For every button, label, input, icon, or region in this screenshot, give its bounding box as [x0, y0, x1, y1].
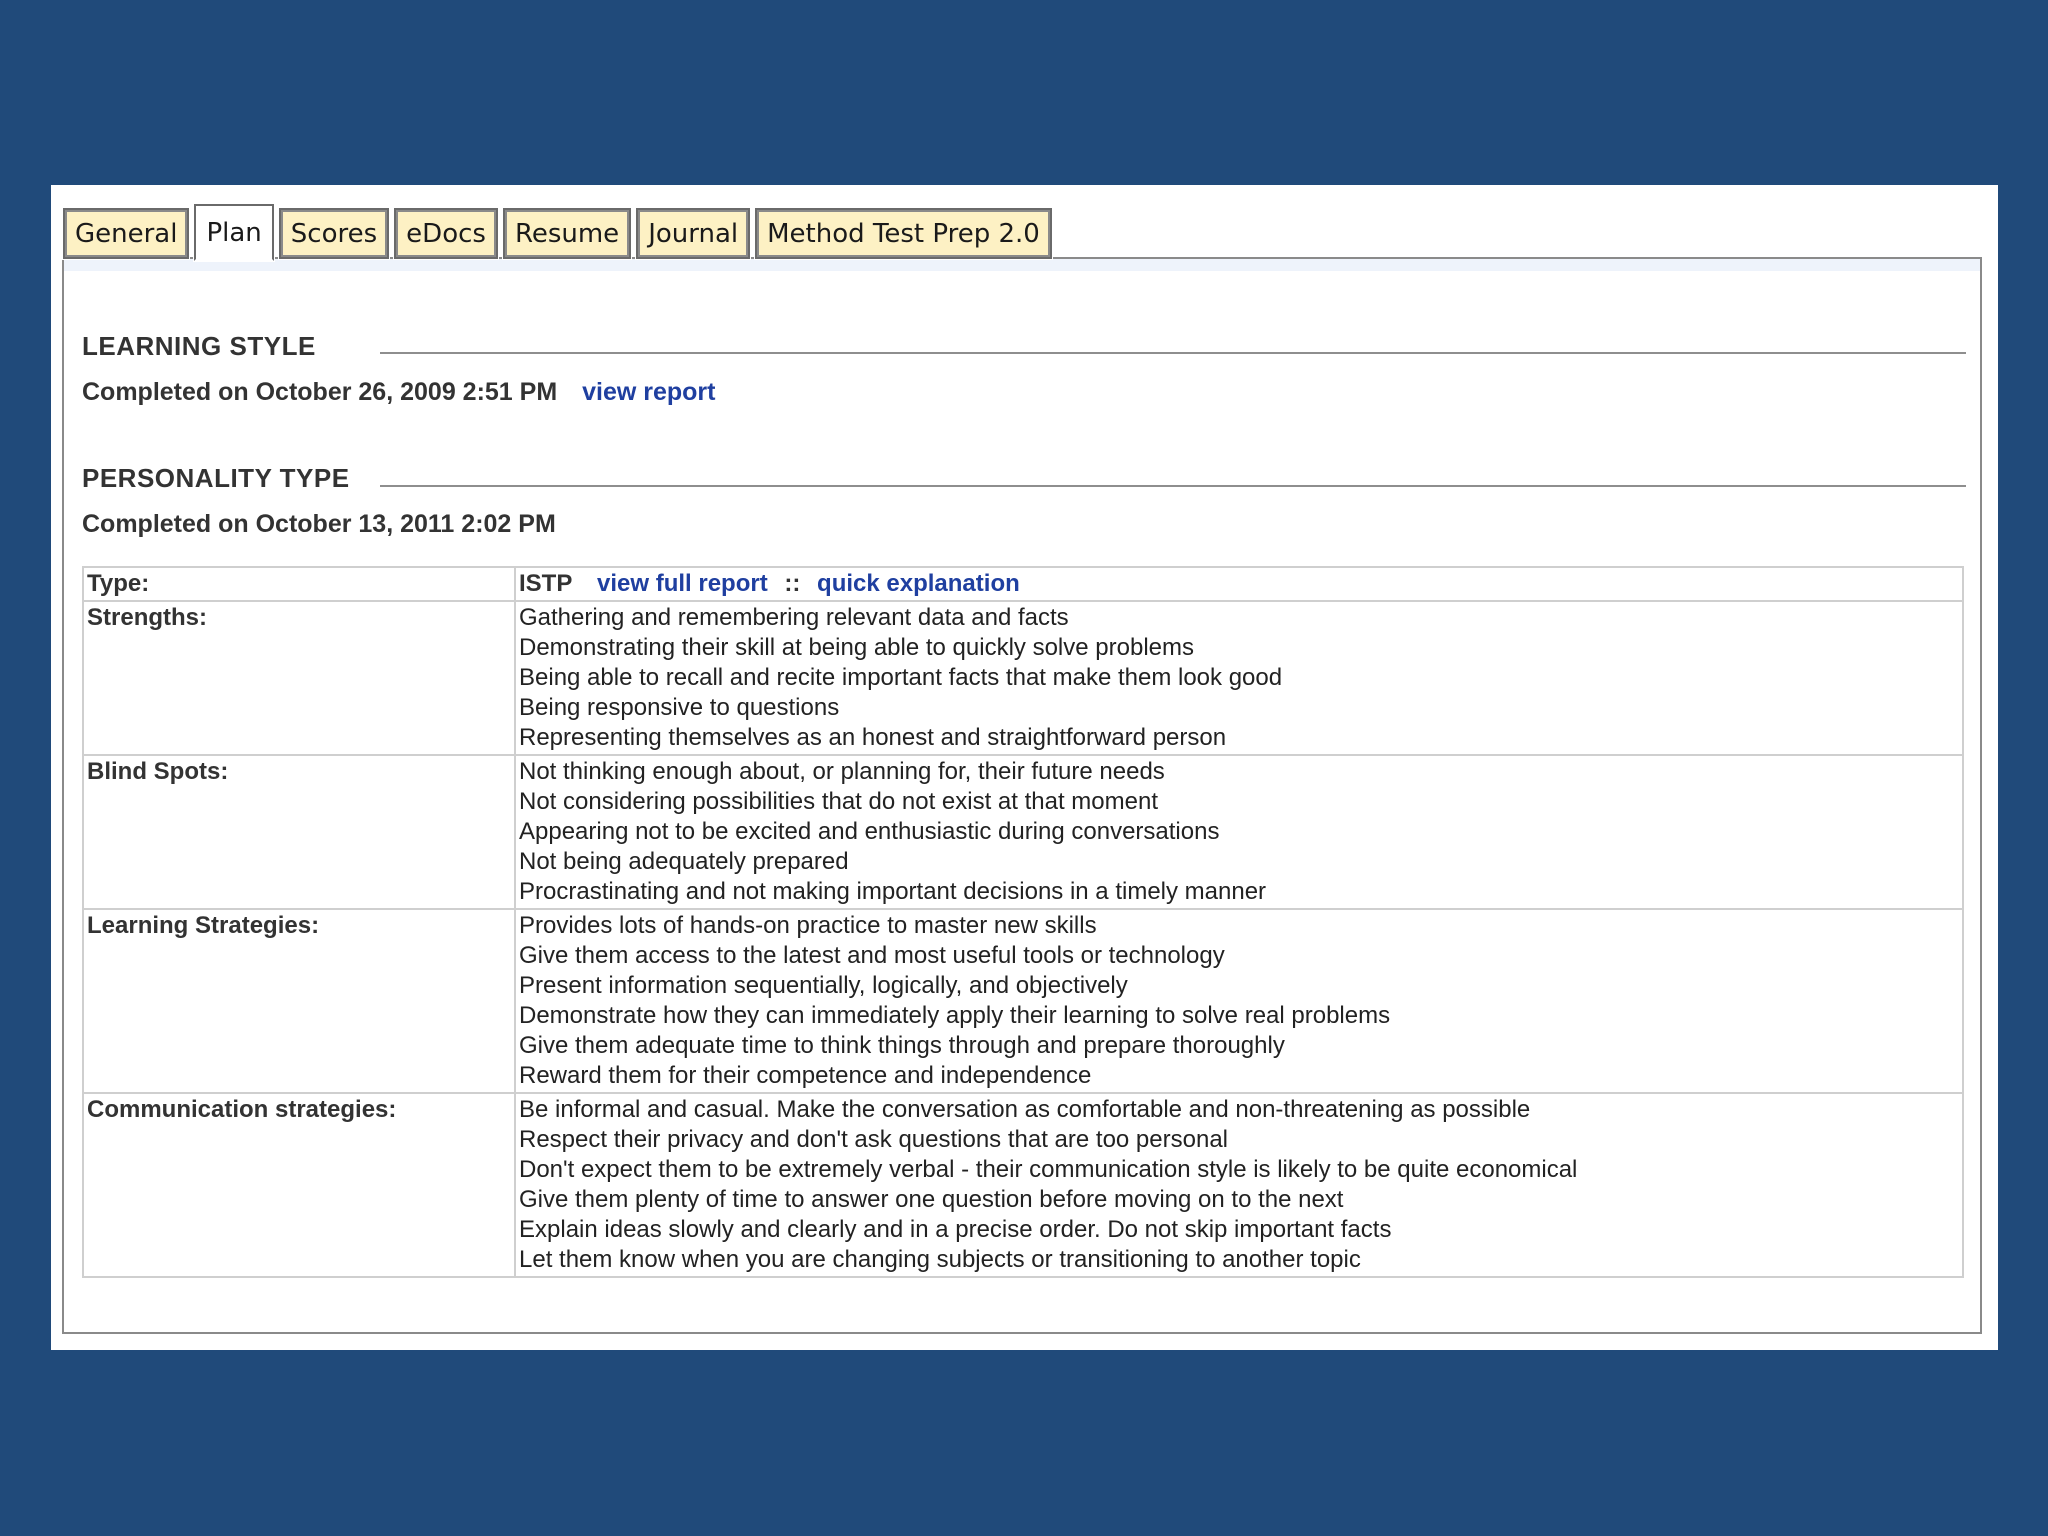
list-item: Respect their privacy and don't ask questions that are too personal	[519, 1126, 1228, 1153]
list-item: Being able to recall and recite important facts that make them look good	[519, 664, 1283, 691]
table-row	[83, 909, 1963, 1093]
tab-edocs[interactable]: eDocs	[394, 208, 498, 259]
communication-strategies-list	[515, 1093, 1963, 1277]
personality-type-heading: PERSONALITY TYPE	[82, 463, 350, 493]
tab-bar	[63, 202, 1052, 259]
tab-resume[interactable]: Resume	[503, 208, 631, 259]
list-item: Procrastinating and not making important decisions in a timely manner	[519, 878, 1267, 905]
view-report-link[interactable]: view report	[582, 378, 716, 406]
type-label: Type:	[83, 567, 515, 601]
personality-type-completed: Completed on October 13, 2011 2:02 PM	[82, 510, 556, 538]
learning-style-heading: LEARNING STYLE	[82, 331, 316, 361]
list-item: Don't expect them to be extremely verbal - their communication style is likely to be quite economical	[519, 1156, 1578, 1183]
strengths-label: Strengths:	[83, 601, 515, 755]
list-item: Be informal and casual. Make the conversation as comfortable and non-threatening as possible	[519, 1096, 1531, 1123]
list-item: Not considering possibilities that do not exist at that moment	[519, 788, 1158, 815]
list-item: Demonstrating their skill at being able to quickly solve problems	[519, 634, 1194, 661]
list-item: Not being adequately prepared	[519, 848, 849, 875]
app-window	[51, 185, 1998, 1350]
tab-scores[interactable]: Scores	[279, 208, 389, 259]
list-item: Let them know when you are changing subjects or transitioning to another topic	[519, 1246, 1361, 1273]
link-separator: ::	[784, 570, 801, 597]
quick-explanation-link[interactable]: quick explanation	[817, 570, 1020, 597]
tab-journal[interactable]: Journal	[636, 208, 750, 259]
blind-spots-label: Blind Spots:	[83, 755, 515, 909]
tab-plan[interactable]: Plan	[194, 204, 273, 261]
learning-strategies-label: Learning Strategies:	[83, 909, 515, 1093]
list-item: Demonstrate how they can immediately apply their learning to solve real problems	[519, 1002, 1391, 1029]
list-item: Not thinking enough about, or planning for, their future needs	[519, 758, 1165, 785]
list-item: Appearing not to be excited and enthusiastic during conversations	[519, 818, 1220, 845]
table-row	[83, 567, 1963, 601]
learning-style-completed-text: Completed on October 26, 2009 2:51 PM	[82, 378, 558, 406]
blind-spots-list	[515, 755, 1963, 909]
table-row	[83, 755, 1963, 909]
list-item: Give them adequate time to think things through and prepare thoroughly	[519, 1032, 1285, 1059]
list-item: Present information sequentially, logically, and objectively	[519, 972, 1128, 999]
table-row	[83, 601, 1963, 755]
list-item: Give them plenty of time to answer one question before moving on to the next	[519, 1186, 1344, 1213]
learning-style-divider	[380, 352, 1966, 354]
strengths-list	[515, 601, 1963, 755]
list-item: Explain ideas slowly and clearly and in a precise order. Do not skip important facts	[519, 1216, 1392, 1243]
learning-style-completed	[82, 378, 715, 407]
table-row	[83, 1093, 1963, 1277]
list-item: Provides lots of hands-on practice to master new skills	[519, 912, 1097, 939]
list-item: Gathering and remembering relevant data and facts	[519, 604, 1069, 631]
panel-header-band	[64, 259, 1980, 271]
list-item: Reward them for their competence and independence	[519, 1062, 1092, 1089]
personality-type-divider	[380, 485, 1966, 487]
communication-strategies-label: Communication strategies:	[83, 1093, 515, 1277]
list-item: Being responsive to questions	[519, 694, 840, 721]
list-item: Give them access to the latest and most useful tools or technology	[519, 942, 1225, 969]
list-item: Representing themselves as an honest and straightforward person	[519, 724, 1227, 751]
type-value: ISTP	[519, 570, 573, 597]
personality-table	[82, 566, 1964, 1278]
view-full-report-link[interactable]: view full report	[597, 570, 768, 597]
type-value-cell	[515, 567, 1963, 601]
learning-strategies-list	[515, 909, 1963, 1093]
tab-general[interactable]: General	[63, 208, 189, 259]
tab-method-test-prep[interactable]: Method Test Prep 2.0	[755, 208, 1052, 259]
plan-panel	[62, 257, 1982, 1334]
